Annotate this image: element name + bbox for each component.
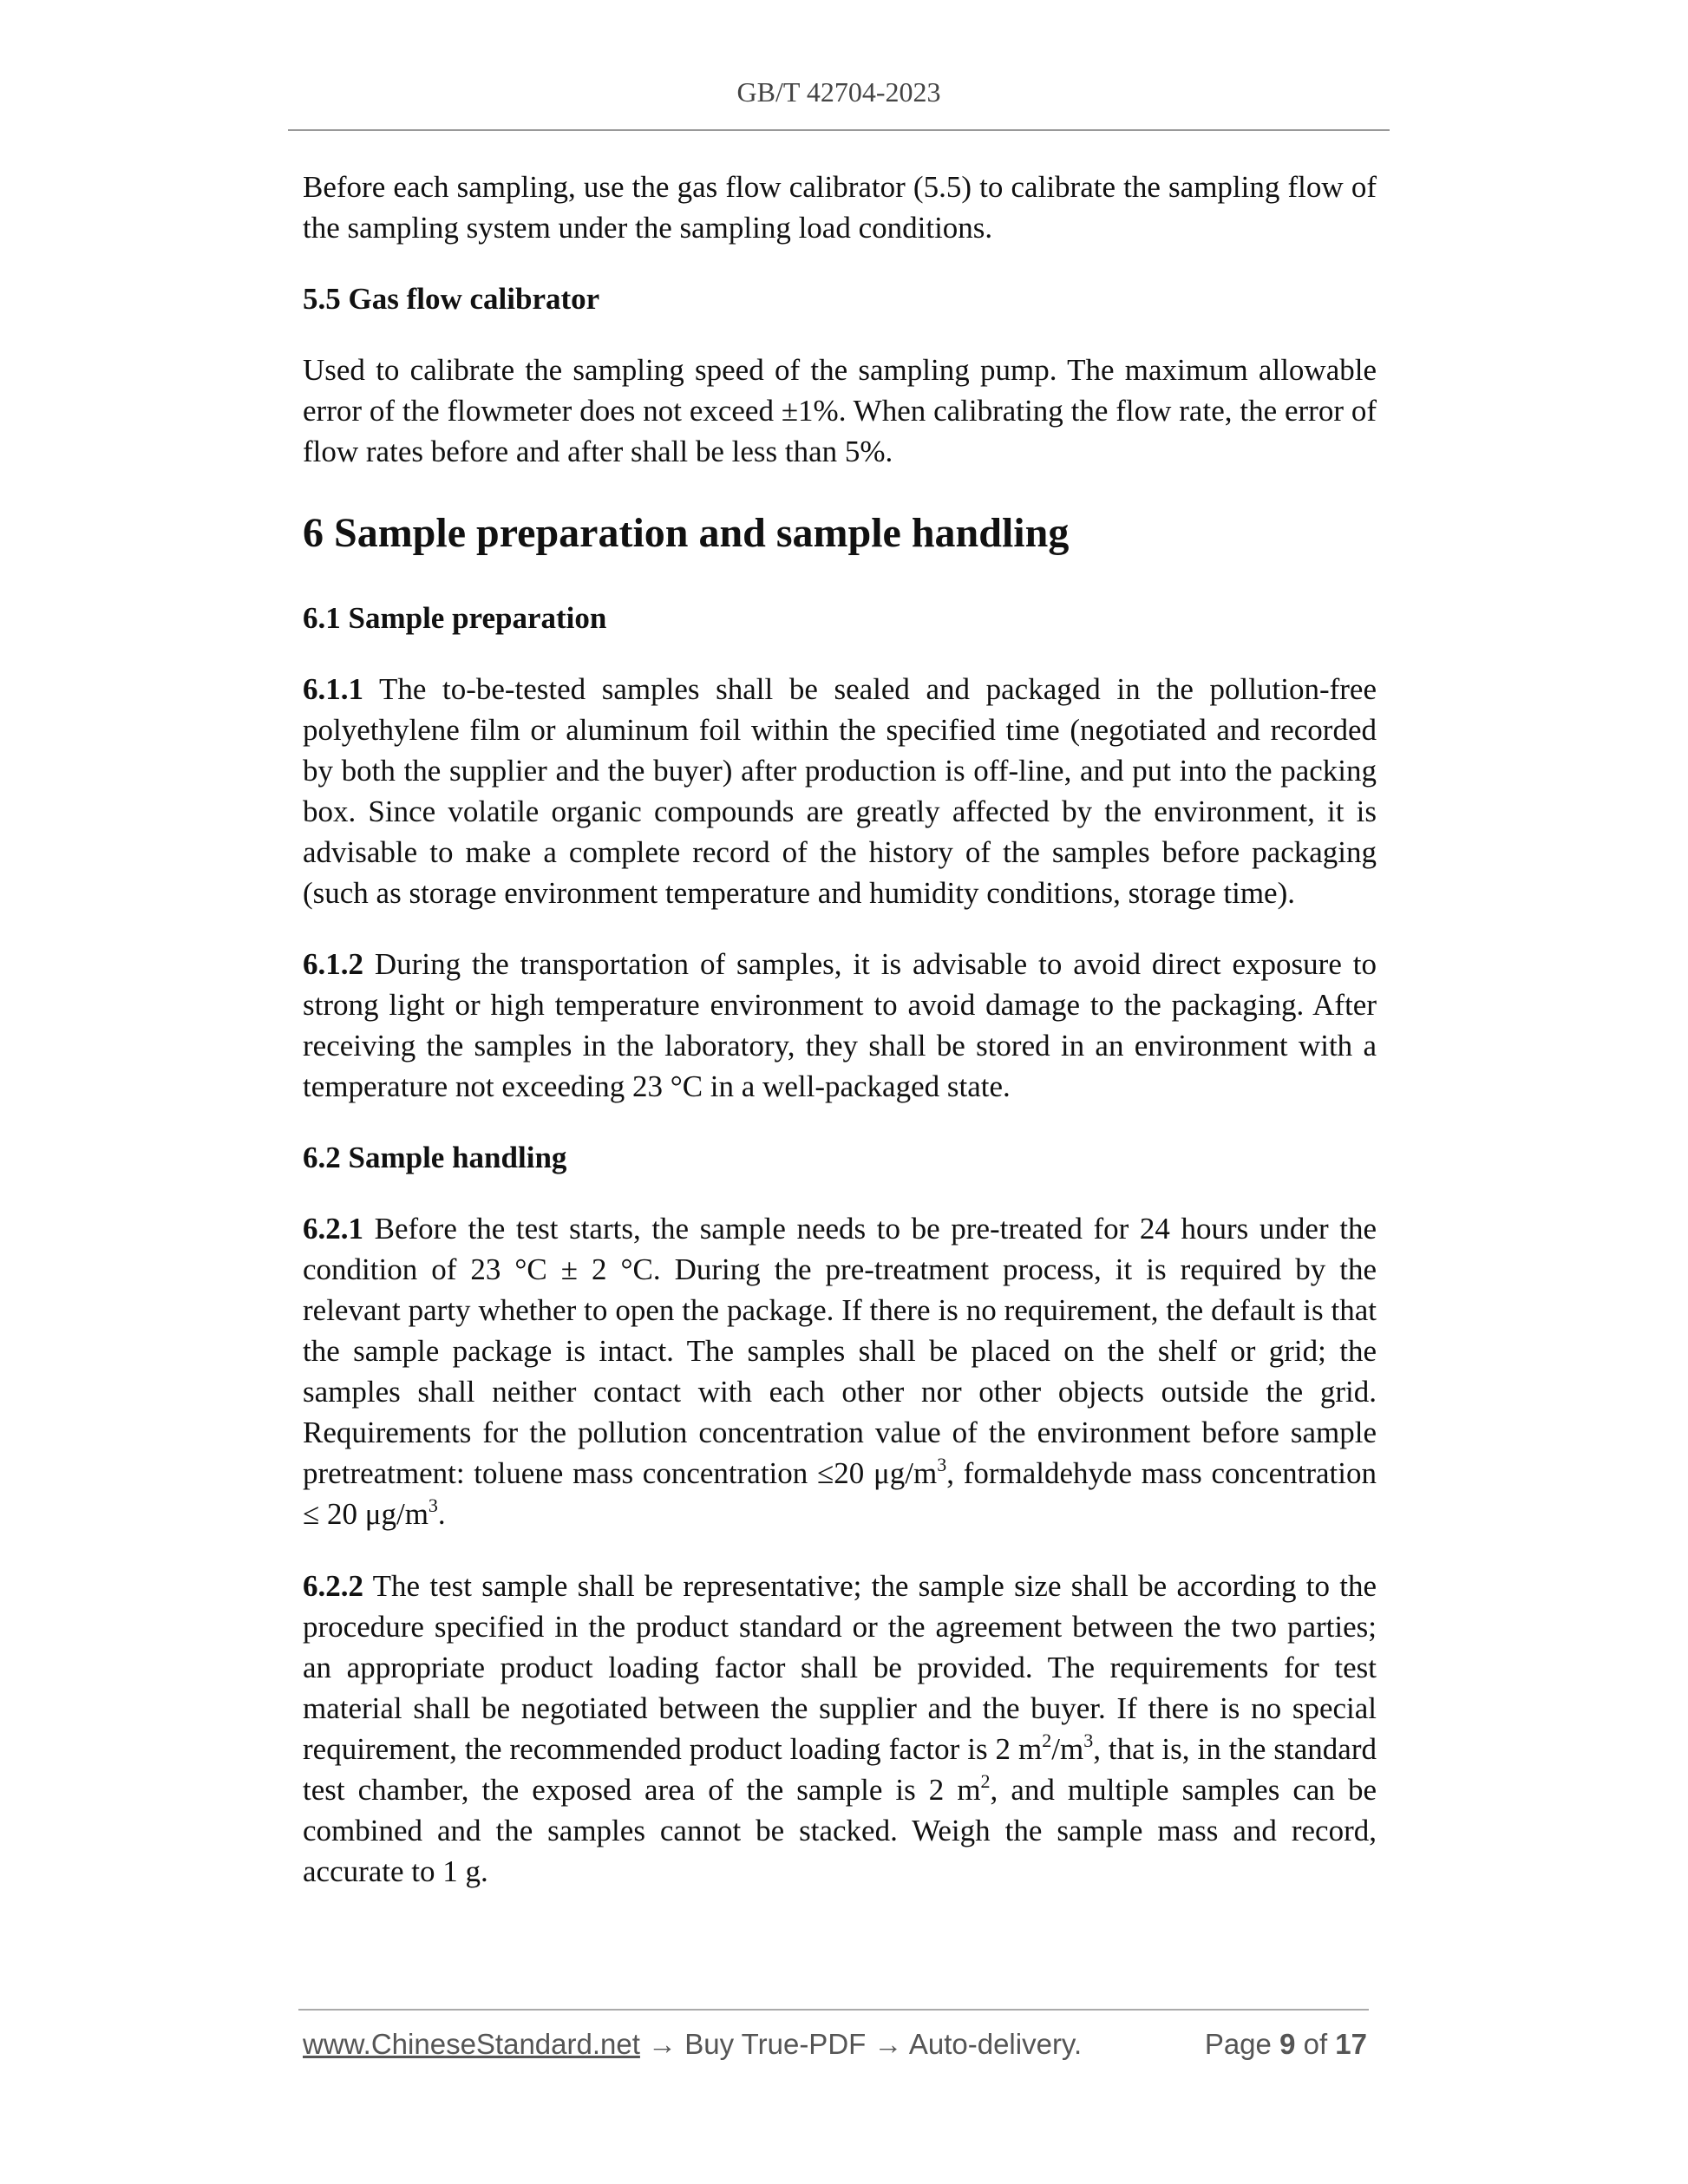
header-divider — [288, 129, 1390, 131]
page-current: 9 — [1279, 2028, 1296, 2060]
arrow-icon: → — [866, 2028, 909, 2060]
footer-promo — [303, 2028, 1082, 2061]
superscript: 3 — [428, 1494, 438, 1516]
page-footer — [303, 2028, 1367, 2061]
paragraph-5-5: Used to calibrate the sampling speed of the sampling pump. The maximum allowable error of the flowmeter does not exceed ±1%. When calibrating the flow rate, the error of flow rates before and after shall be less than 5%. — [303, 353, 1377, 468]
clause-6-2-1 — [303, 1208, 1377, 1534]
clause-text: Before the test starts, the sample needs to be pre-treated for 24 hours under the condition of 23 °C ± 2 °C. During the pre-treatment process, it is required by the relevant party whether to open the package. If there is no requirement, the default is that the sample package is intact. The samples shall be placed on the shelf or grid; the samples shall neither contact with each other nor other objects outside the grid. Requirements for the pollution concentration value of the environment before sample pretreatment: toluene mass concentration ≤20 μg/m — [303, 1212, 1377, 1490]
page-of: of — [1295, 2028, 1336, 2060]
heading-5-5: 5.5 Gas flow calibrator — [303, 282, 600, 316]
clause-number: 6.2.1 — [303, 1212, 363, 1246]
superscript: 2 — [980, 1770, 991, 1792]
superscript: 3 — [1083, 1730, 1094, 1751]
superscript: 3 — [937, 1454, 947, 1475]
superscript: 2 — [1042, 1730, 1052, 1751]
clause-6-1-1 — [303, 669, 1377, 913]
clause-number: 6.1.2 — [303, 947, 363, 981]
clause-text: The test sample shall be representative; the sample size shall be according to the procedure specified in the product standard or the agreement between the two parties; an appropriate product loading factor shall be provided. The requirements for test material shall be negotiated between the supplier and the buyer. If there is no special requirement, the recommended product loading factor is 2 m — [303, 1569, 1377, 1766]
clause-number: 6.2.2 — [303, 1569, 363, 1603]
clause-text: , and multiple samples can be combined and the samples cannot be stacked. Weigh the sample mass and record, accurate to 1 g. — [303, 1773, 1377, 1888]
delivery-text: Auto-delivery. — [908, 2028, 1083, 2060]
heading-6-1: 6.1 Sample preparation — [303, 601, 607, 635]
heading-section-6: 6 Sample preparation and sample handling — [303, 510, 1070, 556]
clause-text: , formaldehyde mass concentration ≤ 20 μg/m — [303, 1456, 1377, 1531]
document-code-header: GB/T 42704-2023 — [736, 76, 941, 108]
intro-paragraph: Before each sampling, use the gas flow calibrator (5.5) to calibrate the sampling flow of the sampling system under the sampling load conditions. — [303, 170, 1377, 245]
clause-text: , that is, in the standard test chamber, the exposed area of the sample is 2 m — [303, 1732, 1377, 1807]
page-body — [303, 167, 1377, 1892]
clause-text: /m — [1051, 1732, 1084, 1766]
clause-6-2-2 — [303, 1566, 1377, 1892]
footer-divider — [298, 2009, 1369, 2011]
arrow-icon: → — [639, 2028, 685, 2060]
clause-text: The to-be-tested samples shall be sealed and packaged in the pollution-free polyethylene film or aluminum foil within the specified time (negotiated and recorded by both the supplier and the buyer) after production is off-line, and put into the packing box. Since volatile organic compounds are greatly affected by the environment, it is advisable to make a complete record of the history of the samples before packaging (such as storage environment temperature and humidity conditions, storage time). — [303, 672, 1377, 910]
heading-6-2: 6.2 Sample handling — [303, 1141, 567, 1174]
clause-number: 6.1.1 — [303, 672, 363, 706]
site-link[interactable]: www.ChineseStandard.net — [303, 2028, 640, 2060]
page-label: Page — [1204, 2028, 1280, 2060]
clause-text: . — [437, 1497, 446, 1531]
clause-text: During the transportation of samples, it is advisable to avoid direct exposure to strong light or high temperature environment to avoid damage to the packaging. After receiving the samples in the laboratory, they shall be stored in an environment with a temperature not exceeding 23 °C in a well-packaged state. — [303, 947, 1377, 1103]
page-total: 17 — [1335, 2028, 1367, 2060]
clause-6-1-2 — [303, 944, 1377, 1107]
buy-text: Buy True-PDF — [684, 2028, 867, 2060]
page-indicator — [1205, 2028, 1367, 2061]
